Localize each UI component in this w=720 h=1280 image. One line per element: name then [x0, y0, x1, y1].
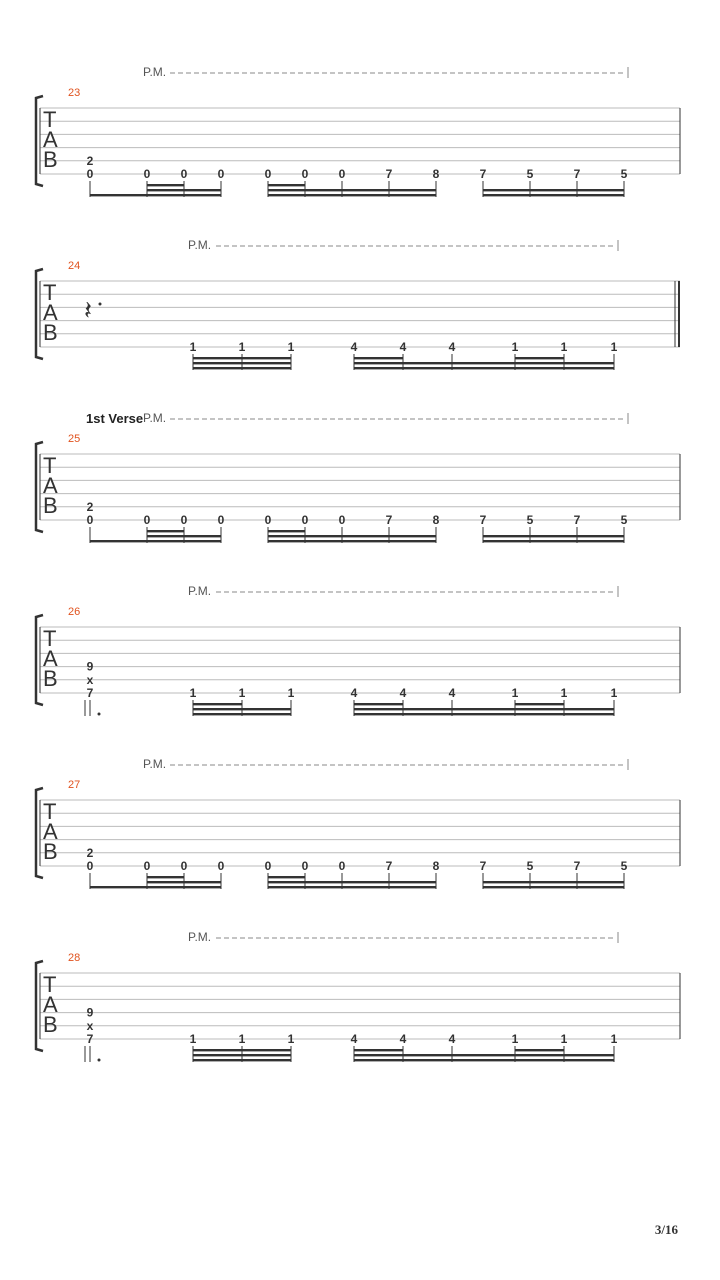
fret-number: 0: [180, 167, 188, 181]
beam: [268, 535, 436, 537]
fret-number: 1: [189, 686, 197, 700]
tab-clef-letter: A: [43, 992, 58, 1017]
fret-number: 5: [526, 859, 534, 873]
fret-number: 5: [620, 167, 628, 181]
tab-clef-letter: B: [43, 666, 58, 691]
fret-number: 7: [385, 167, 393, 181]
fret-number: 7: [86, 686, 94, 700]
tab-clef-letter: T: [43, 626, 57, 651]
tab-clef-letter: B: [43, 1012, 58, 1037]
fret-number: 7: [385, 513, 393, 527]
fret-number: 7: [573, 859, 581, 873]
beam: [193, 367, 291, 369]
fret-number: 2: [86, 845, 94, 860]
fret-number: 4: [399, 1032, 407, 1046]
beam: [193, 357, 291, 359]
tab-clef-letter: B: [43, 320, 58, 345]
fret-number: 1: [189, 340, 197, 354]
fret-number: 5: [526, 167, 534, 181]
beam: [268, 886, 436, 888]
measure-number: 23: [68, 87, 81, 99]
fret-number: 4: [350, 686, 358, 700]
beam: [268, 184, 305, 186]
fret-number: 5: [620, 859, 628, 873]
fret-number: 8: [432, 167, 440, 181]
tab-clef-letter: A: [43, 473, 58, 498]
tab-clef-letter: T: [43, 107, 57, 132]
fret-number: 0: [264, 513, 272, 527]
beam: [483, 189, 624, 191]
beam: [483, 886, 624, 888]
fret-number: 0: [338, 859, 346, 873]
tab-clef-letter: A: [43, 300, 58, 325]
beam: [147, 189, 221, 191]
beam: [193, 713, 291, 715]
measure-number: 25: [68, 433, 81, 445]
beam: [483, 194, 624, 196]
beam: [193, 1054, 291, 1056]
fret-number: 0: [180, 513, 188, 527]
fret-number: 2: [86, 499, 94, 514]
fret-number: 0: [143, 167, 151, 181]
fret-number: 0: [338, 167, 346, 181]
tab-clef-letter: B: [43, 147, 58, 172]
beam: [193, 703, 242, 705]
measure-number: 26: [68, 606, 81, 618]
palm-mute-label: P.M.: [143, 757, 167, 771]
beam: [90, 194, 221, 196]
rest-dot: [99, 303, 102, 306]
fret-number: 7: [479, 513, 487, 527]
duration-dot: [98, 1059, 101, 1062]
fret-number: 4: [399, 686, 407, 700]
fret-number: 5: [526, 513, 534, 527]
palm-mute-label: P.M.: [188, 238, 212, 252]
fret-number: 1: [238, 340, 246, 354]
fret-number: 9: [86, 659, 94, 674]
fret-number: 1: [560, 1032, 568, 1046]
fret-number: 4: [350, 340, 358, 354]
measure-number: 27: [68, 779, 81, 791]
fret-number: 4: [399, 340, 407, 354]
beam: [354, 703, 403, 705]
measure-number: 24: [68, 260, 81, 272]
fret-number: 7: [573, 513, 581, 527]
fret-number: 0: [143, 859, 151, 873]
beam: [268, 189, 436, 191]
fret-number: 1: [287, 1032, 295, 1046]
fret-number: 8: [432, 859, 440, 873]
fret-number: 7: [479, 167, 487, 181]
fret-number: 8: [432, 513, 440, 527]
fret-number: 1: [610, 686, 618, 700]
fret-number: 1: [511, 340, 519, 354]
beam: [515, 703, 564, 705]
tab-clef-letter: T: [43, 453, 57, 478]
fret-number: 1: [610, 340, 618, 354]
beam: [147, 535, 221, 537]
beam: [354, 708, 614, 710]
fret-number: 5: [620, 513, 628, 527]
beam: [354, 362, 614, 364]
fret-number: 0: [86, 513, 94, 527]
palm-mute-label: P.M.: [143, 411, 167, 425]
tab-clef-letter: B: [43, 493, 58, 518]
beam: [354, 1054, 614, 1056]
tab-clef-letter: T: [43, 972, 57, 997]
fret-number: 7: [86, 1032, 94, 1046]
fret-number: 0: [86, 167, 94, 181]
beam: [268, 876, 305, 878]
beam: [193, 362, 291, 364]
fret-number: 0: [338, 513, 346, 527]
fret-number: 1: [238, 686, 246, 700]
palm-mute-label: P.M.: [188, 584, 212, 598]
fret-number: 4: [350, 1032, 358, 1046]
beam: [515, 1049, 564, 1051]
fret-number: 0: [217, 167, 225, 181]
fret-number: 1: [189, 1032, 197, 1046]
fret-number: 0: [264, 859, 272, 873]
fret-number: 1: [238, 1032, 246, 1046]
fret-number: 1: [560, 686, 568, 700]
page-number: 3/16: [654, 1222, 678, 1237]
fret-number: 1: [560, 340, 568, 354]
fret-number: 4: [448, 686, 456, 700]
fret-number: 7: [385, 859, 393, 873]
measure-number: 28: [68, 952, 81, 964]
beam: [193, 708, 291, 710]
fret-number: 4: [448, 1032, 456, 1046]
fret-number: 9: [86, 1005, 94, 1020]
fret-number: 4: [448, 340, 456, 354]
beam: [354, 367, 614, 369]
beam: [193, 1049, 291, 1051]
fret-number: 0: [143, 513, 151, 527]
quarter-rest: 𝄽: [84, 295, 92, 325]
fret-number: 1: [287, 340, 295, 354]
fret-number: 0: [264, 167, 272, 181]
fret-number: 0: [301, 513, 309, 527]
section-label: 1st Verse: [86, 411, 144, 426]
beam: [268, 530, 305, 532]
tab-clef-letter: A: [43, 819, 58, 844]
beam: [147, 184, 184, 186]
beam: [147, 876, 184, 878]
beam: [268, 540, 436, 542]
beam: [483, 540, 624, 542]
fret-number: 0: [301, 859, 309, 873]
fret-number: 0: [301, 167, 309, 181]
beam: [147, 881, 221, 883]
beam: [147, 530, 184, 532]
palm-mute-label: P.M.: [188, 930, 212, 944]
fret-number: 1: [511, 1032, 519, 1046]
fret-number: 7: [479, 859, 487, 873]
beam: [354, 1049, 403, 1051]
tab-clef-letter: B: [43, 839, 58, 864]
fret-number: 1: [287, 686, 295, 700]
beam: [354, 357, 403, 359]
tab-clef-letter: T: [43, 280, 57, 305]
fret-number: 0: [86, 859, 94, 873]
fret-number: 7: [573, 167, 581, 181]
fret-number: 2: [86, 153, 94, 168]
beam: [90, 540, 221, 542]
beam: [268, 881, 436, 883]
beam: [268, 194, 436, 196]
beam: [515, 357, 564, 359]
tab-clef-letter: T: [43, 799, 57, 824]
fret-number: 1: [610, 1032, 618, 1046]
beam: [90, 886, 221, 888]
fret-number: x: [86, 1018, 94, 1033]
duration-dot: [98, 713, 101, 716]
beam: [354, 713, 614, 715]
beam: [483, 535, 624, 537]
beam: [193, 1059, 291, 1061]
fret-number: x: [86, 672, 94, 687]
fret-number: 1: [511, 686, 519, 700]
beam: [354, 1059, 614, 1061]
tab-clef-letter: A: [43, 646, 58, 671]
palm-mute-label: P.M.: [143, 65, 167, 79]
tab-clef-letter: A: [43, 127, 58, 152]
fret-number: 0: [217, 859, 225, 873]
beam: [483, 881, 624, 883]
fret-number: 0: [180, 859, 188, 873]
fret-number: 0: [217, 513, 225, 527]
